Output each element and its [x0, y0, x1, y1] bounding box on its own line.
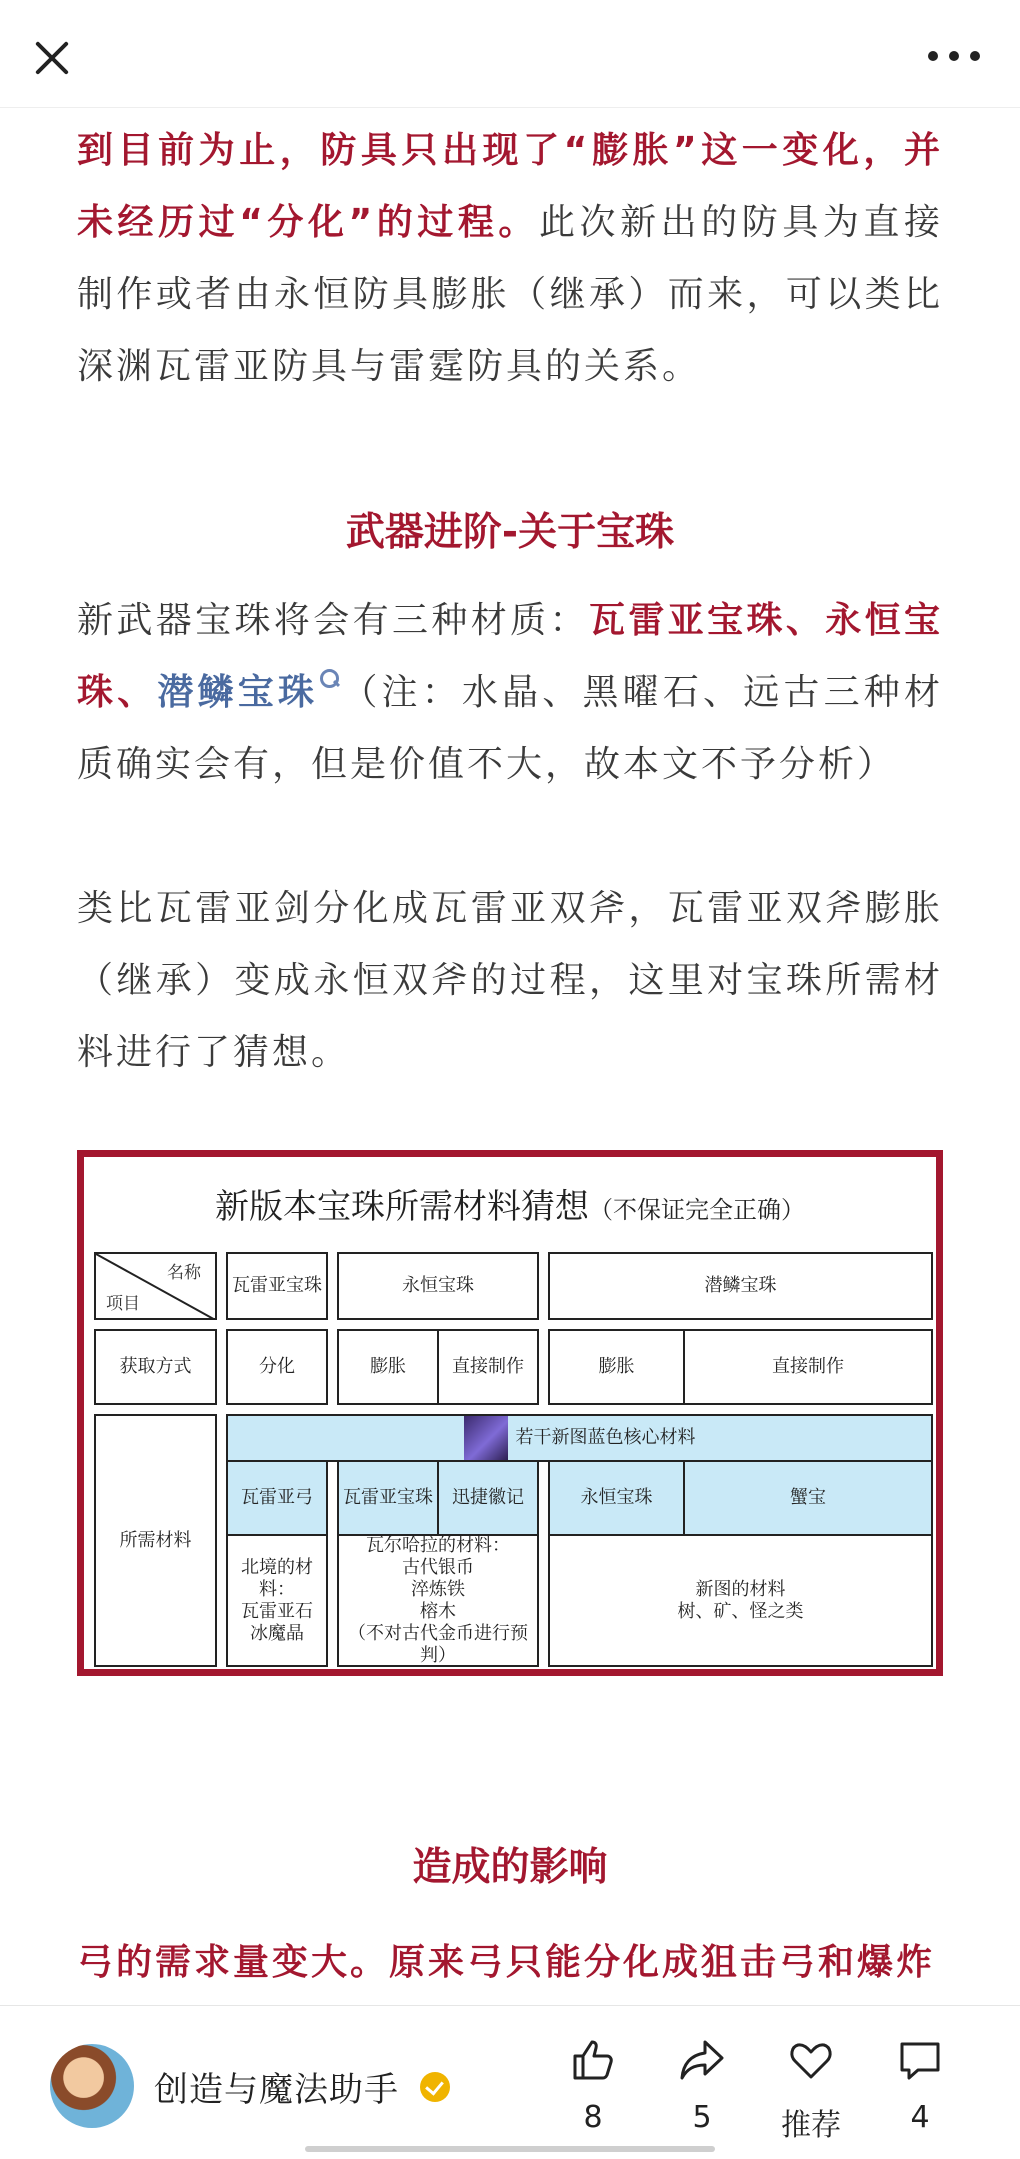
table-title	[84, 1179, 936, 1228]
cell-line: （不对古代金币进行预判）	[348, 1622, 528, 1666]
thumbs-up-icon	[569, 2036, 617, 2084]
cell-line: 瓦尔哈拉的材料：	[366, 1534, 510, 1556]
table-cell: 迅捷徽记	[437, 1460, 539, 1536]
paragraph-orb-materials	[77, 585, 943, 801]
author-name[interactable]: 创造与魔法助手	[154, 2070, 399, 2110]
table-cell: 瓦雷亚弓	[226, 1460, 328, 1536]
corner-col-label: 名称	[167, 1263, 201, 1283]
search-icon[interactable]	[318, 669, 340, 691]
cell-line: 瓦雷亚石	[241, 1600, 313, 1622]
more-horizontal-icon[interactable]	[928, 44, 980, 68]
comment-count: 4	[910, 2100, 930, 2135]
table-cell: 直接制作	[683, 1329, 933, 1405]
table-cell: 直接制作	[437, 1329, 539, 1405]
row-header-method: 获取方式	[94, 1329, 217, 1405]
heart-icon	[787, 2036, 835, 2084]
table-cell: 分化	[226, 1329, 328, 1405]
core-material-label: 若干新图蓝色核心材料	[515, 1427, 696, 1448]
paragraph-text: （注：水晶、黑曜石、远古三种材质确实会有，但是价值不大，故本文不予分析）	[77, 672, 943, 785]
table-title-text: 新版本宝珠所需材料猜想	[215, 1187, 589, 1227]
table-cell: 永恒宝珠	[548, 1460, 685, 1536]
highlight-text: 到目前为止，防具只出现了“膨胀”这一变化，并未经历过“分化”的过程。	[77, 130, 943, 243]
table-corner-cell	[94, 1252, 217, 1320]
table-cell: 蟹宝	[683, 1460, 933, 1536]
share-arrow-icon	[678, 2036, 726, 2084]
article-body	[77, 115, 943, 1089]
table-cell-valhalla-materials	[337, 1534, 539, 1667]
col-header-eternal-orb: 永恒宝珠	[337, 1252, 539, 1320]
cell-line: 北境的材料：	[241, 1556, 313, 1600]
table-cell-north-materials	[226, 1534, 328, 1667]
paragraph-text: 新武器宝珠将会有三种材质：	[77, 600, 589, 641]
table-cell: 膨胀	[337, 1329, 439, 1405]
materials-table-image[interactable]	[77, 1150, 943, 1676]
cell-line: 榕木	[420, 1600, 456, 1622]
paragraph-armor	[77, 115, 943, 403]
home-indicator	[305, 2146, 715, 2152]
cell-line: 树、矿、怪之类	[677, 1600, 804, 1622]
share-count: 5	[692, 2100, 712, 2135]
like-count: 8	[583, 2100, 603, 2135]
close-icon[interactable]	[28, 34, 76, 82]
comment-button[interactable]	[880, 2036, 960, 2135]
core-material-row	[226, 1414, 933, 1462]
highlight-text: 瓦雷亚宝珠、永恒宝珠、	[77, 600, 943, 713]
verified-badge-icon	[420, 2072, 450, 2102]
table-title-note: （不保证完全正确）	[589, 1196, 805, 1224]
search-link[interactable]: 潜鳞宝珠	[157, 672, 319, 713]
section-heading-impact: 造成的影响	[412, 1845, 608, 1890]
paragraph-analogy: 类比瓦雷亚剑分化成瓦雷亚双斧，瓦雷亚双斧膨胀（继承）变成永恒双斧的过程，这里对宝珠所需材料进行了猜想。	[77, 888, 943, 1073]
section-heading-orb: 武器进阶-关于宝珠	[345, 510, 675, 555]
recommend-label: 推荐	[781, 2108, 841, 2143]
core-material-icon	[464, 1416, 508, 1460]
cell-line: 淬炼铁	[411, 1578, 465, 1600]
row-header-materials: 所需材料	[94, 1414, 217, 1667]
like-button[interactable]	[553, 2036, 633, 2135]
avatar[interactable]	[50, 2044, 134, 2128]
comment-bubble-icon	[896, 2036, 944, 2084]
paragraph-text: 此次新出的防具为直接制作或者由永恒防具膨胀（继承）而来，可以类比深渊瓦雷亚防具与雷霆防具的关系。	[77, 202, 943, 387]
table-cell: 瓦雷亚宝珠	[337, 1460, 439, 1536]
table-cell-new-map-materials	[548, 1534, 933, 1667]
col-header-scale-orb: 潜鳞宝珠	[548, 1252, 933, 1320]
bottom-action-bar	[0, 2005, 1020, 2159]
paragraph-impact: 弓的需求量变大。原来弓只能分化成狙击弓和爆炸	[77, 1942, 936, 1983]
col-header-varea-orb: 瓦雷亚宝珠	[226, 1252, 328, 1320]
corner-row-label: 项目	[106, 1294, 140, 1314]
cell-line: 新图的材料	[695, 1578, 786, 1600]
cell-line: 古代银币	[402, 1556, 474, 1578]
cell-line: 冰魔晶	[250, 1622, 304, 1644]
share-button[interactable]	[662, 2036, 742, 2135]
recommend-button[interactable]	[771, 2036, 851, 2144]
table-cell: 膨胀	[548, 1329, 685, 1405]
top-bar	[0, 0, 1020, 108]
